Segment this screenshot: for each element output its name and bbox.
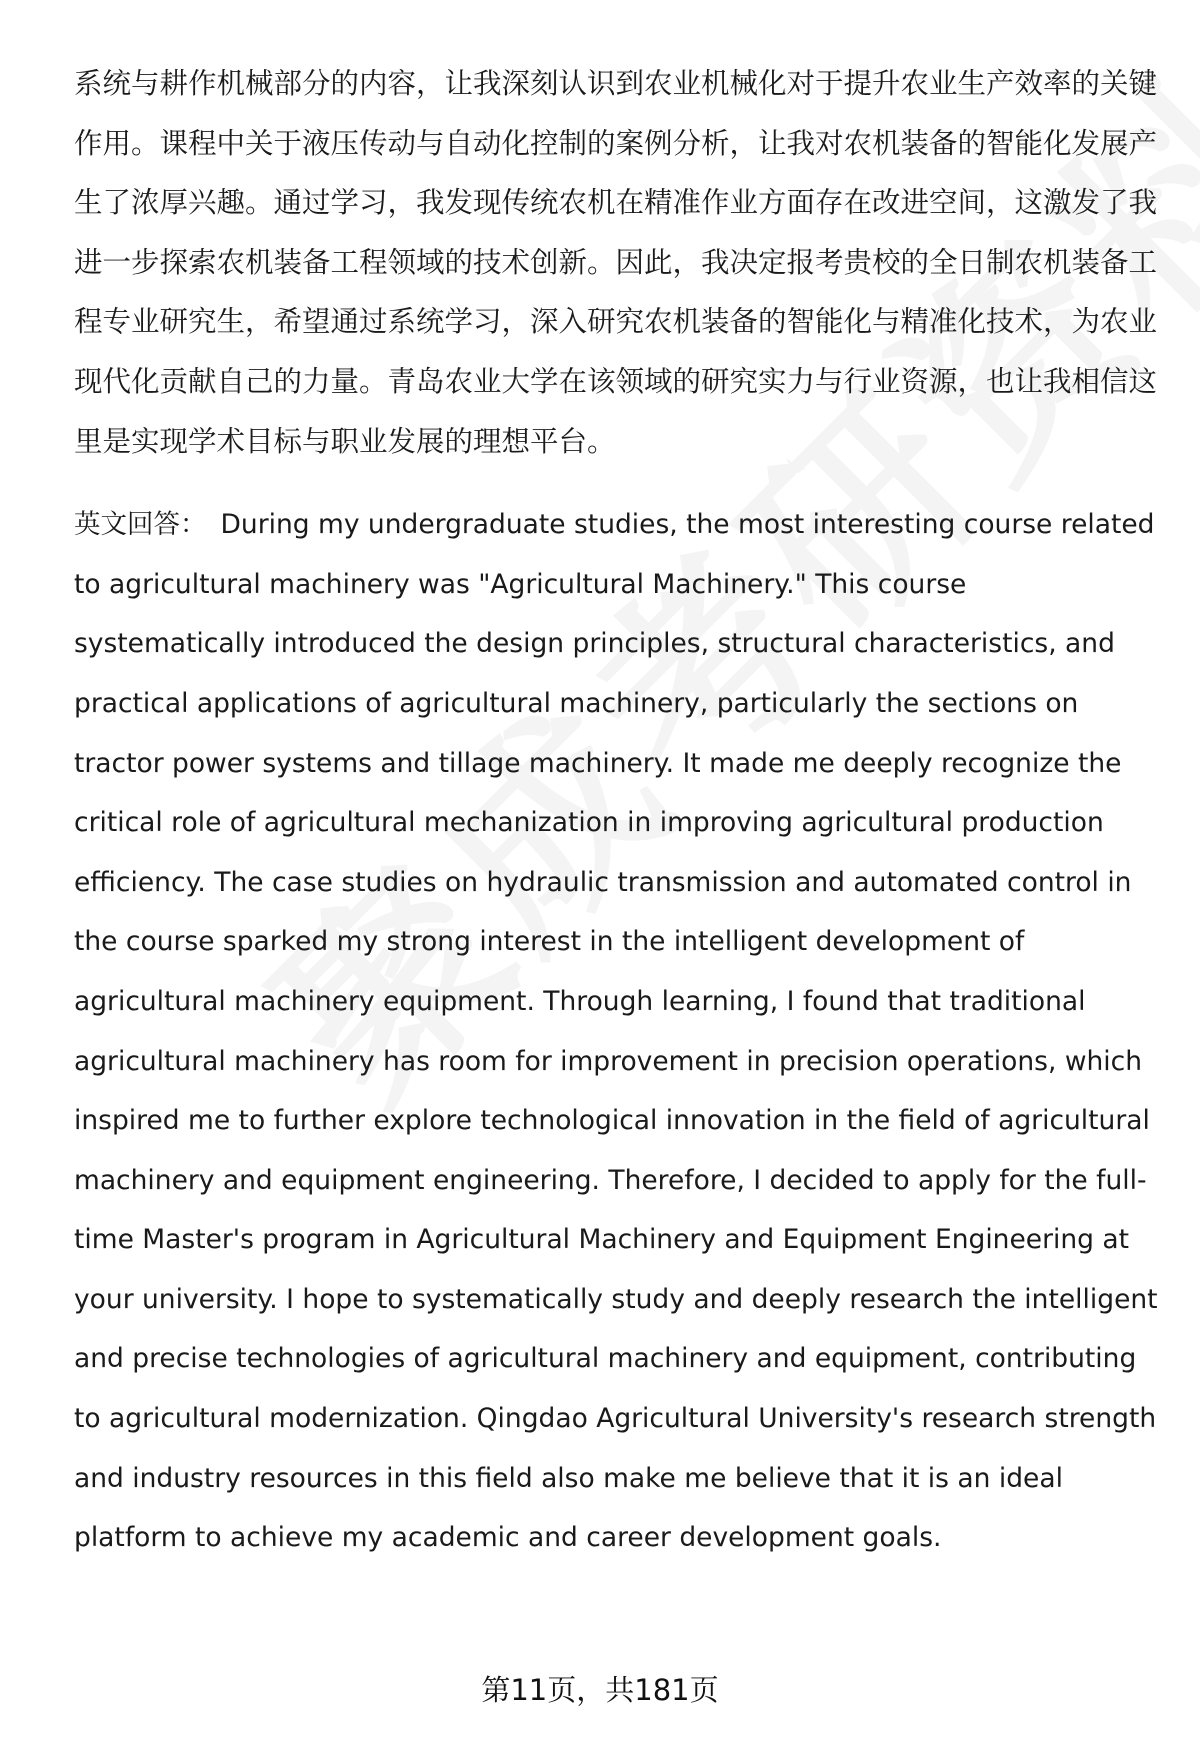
page-content (74, 54, 1164, 1568)
page-number-footer: 第11页，共181页 (481, 1673, 719, 1707)
english-answer-label: 英文回答： (74, 509, 207, 541)
chinese-paragraph: 系统与耕作机械部分的内容，让我深刻认识到农业机械化对于提升农业生产效率的关键作用。课程中关于液压传动与自动化控制的案例分析，让我对农机装备的智能化发展产生了浓厚兴趣。通过学习，我发现传统农机在精准作业方面存在改进空间，这激发了我进一步探索农机装备工程领域的技术创新。因此，我决定报考贵校的全日制农机装备工程专业研究生，希望通过系统学习，深入研究农机装备的智能化与精准化技术，为农业现代化贡献自己的力量。青岛农业大学在该领域的研究实力与行业资源，也让我相信这里是实现学术目标与职业发展的理想平台。 (74, 67, 1158, 458)
english-answer-text: During my undergraduate studies, the most interesting course related to agricultural machinery was "Agricultural Machinery." This course systematically introduced the design principles, structural characteristics, and practical applications of agricultural machinery, particularly the sections on tractor power systems and tillage machinery. It made me deeply recognize the critical role of agricultural mechanization in improving agricultural production efficiency. The case studies on hydraulic transmission and automated control in the course sparked my strong interest in the intelligent development of agricultural machinery equipment. Through learning, I found that traditional agricultural machinery has room for improvement in precision operations, which inspired me to further explore technological innovation in the field of agricultural machinery and equipment engineering. Therefore, I decided to apply for the full-time Master's program in Agricultural Machinery and Equipment Engineering at your university. I hope to systematically study and deeply research the intelligent and precise technologies of agricultural machinery and equipment, contributing to agricultural modernization. Qingdao Agricultural University's research strength and industry resources in this field also make me believe that it is an ideal platform to achieve my academic and career development goals. (74, 509, 1158, 1554)
english-answer-paragraph (74, 495, 1164, 1568)
